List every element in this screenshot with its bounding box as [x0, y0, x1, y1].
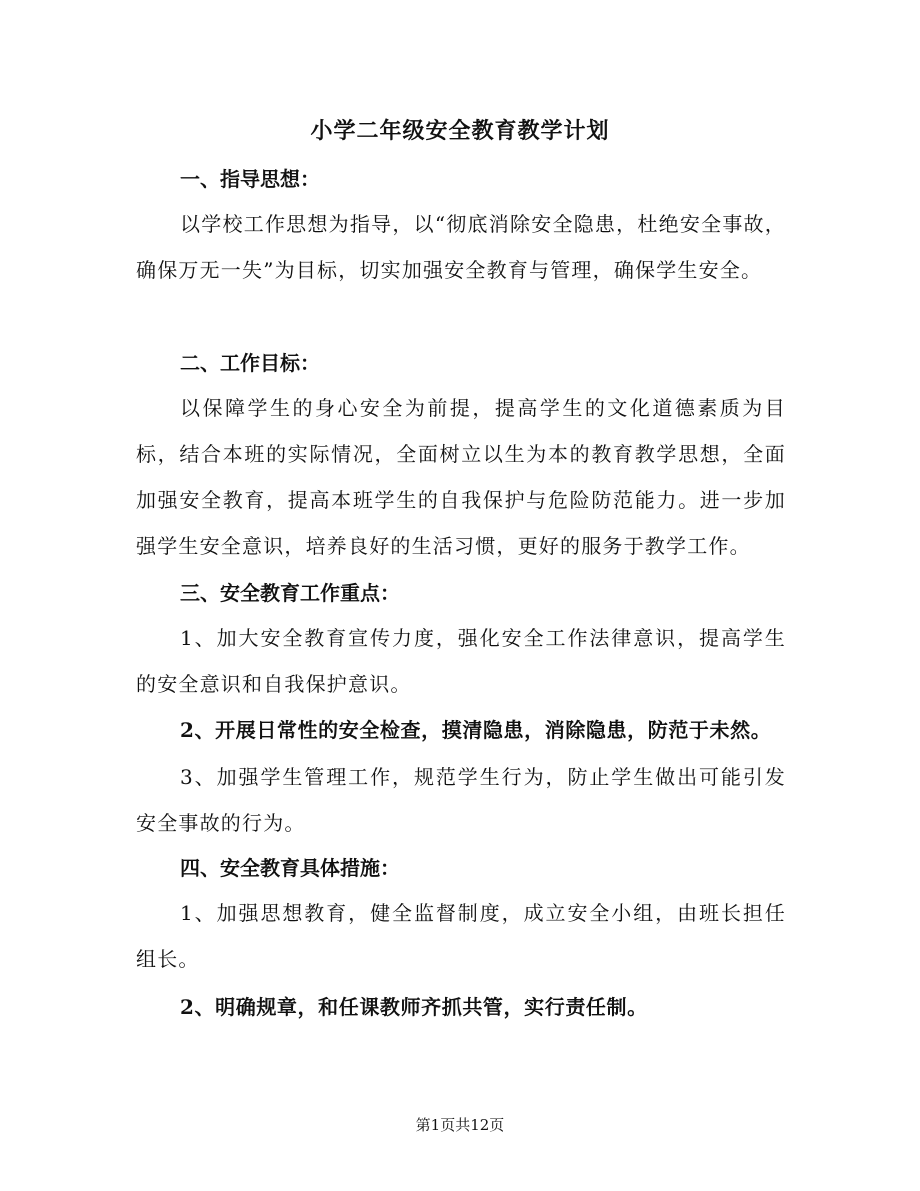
section-1-paragraph: 以学校工作思想为指导，以“彻底消除安全隐患，杜绝安全事故，确保万无一失”为目标，切实加强安全教育与管理，确保学生安全。 [136, 212, 786, 282]
section-3-item-1: 1、加大安全教育宣传力度，强化安全工作法律意识，提高学生的安全意识和自我保护意识。 [136, 626, 786, 696]
section-heading-1: 一、指导思想： [180, 167, 320, 191]
section-heading-4: 四、安全教育具体措施： [180, 856, 400, 880]
page-number: 第1页共12页 [415, 1116, 505, 1134]
section-3-item-2: 2、开展日常性的安全检查，摸清隐患，消除隐患，防范于未然。 [180, 718, 772, 742]
page-title: 小学二年级安全教育教学计划 [310, 118, 610, 144]
section-heading-2: 二、工作目标： [180, 351, 320, 375]
section-4-item-2: 2、明确规章，和任课教师齐抓共管，实行责任制。 [180, 995, 648, 1019]
section-3-item-3: 3、加强学生管理工作，规范学生行为，防止学生做出可能引发安全事故的行为。 [136, 765, 786, 835]
section-4-item-1: 1、加强思想教育，健全监督制度，成立安全小组，由班长担任组长。 [136, 901, 786, 971]
section-heading-3: 三、安全教育工作重点： [180, 581, 400, 605]
section-2-paragraph: 以保障学生的身心安全为前提，提高学生的文化道德素质为目标，结合本班的实际情况，全面树立以生为本的教育教学思想，全面加强安全教育，提高本班学生的自我保护与危险防范能力。进一步加强学生安全意识，培养良好的生活习惯，更好的服务于教学工作。 [136, 396, 786, 558]
